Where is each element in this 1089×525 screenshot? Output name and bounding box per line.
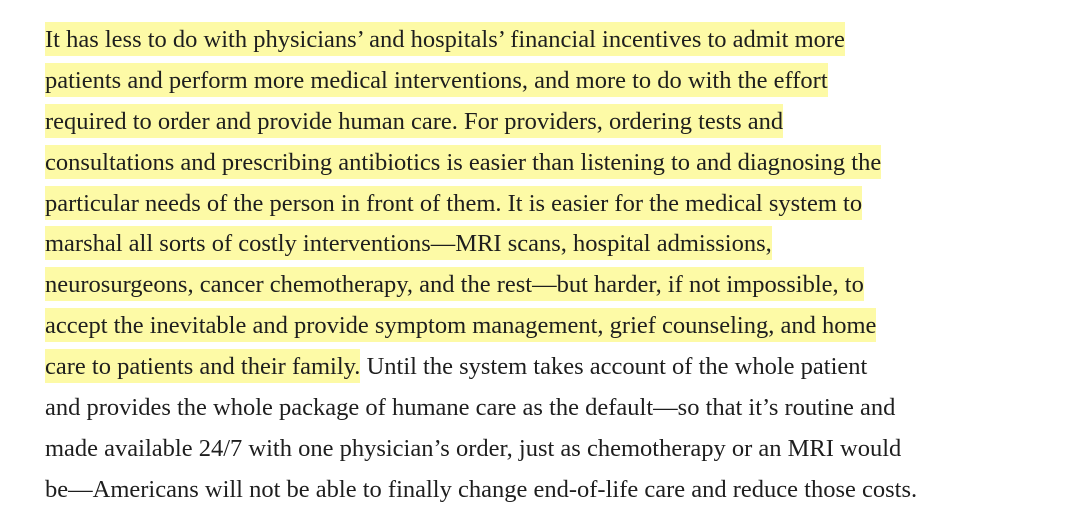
text-line bbox=[45, 224, 1085, 265]
text-line bbox=[45, 347, 1085, 388]
book-passage bbox=[45, 20, 1085, 511]
highlighted-text[interactable]: consultations and prescribing antibiotics is easier than listening to and diagnosing the bbox=[45, 145, 881, 179]
plain-text: be—Americans will not be able to finally change end-of-life care and reduce those costs. bbox=[45, 475, 918, 503]
text-line bbox=[45, 429, 1085, 470]
highlighted-text[interactable]: particular needs of the person in front of them. It is easier for the medical system to bbox=[45, 186, 862, 220]
text-line bbox=[45, 102, 1085, 143]
plain-text: and provides the whole package of humane care as the default—so that it’s routine and bbox=[45, 394, 896, 422]
plain-text: made available 24/7 with one physician’s order, just as chemotherapy or an MRI would bbox=[45, 434, 902, 462]
highlighted-text[interactable]: patients and perform more medical interventions, and more to do with the effort bbox=[45, 63, 828, 97]
text-line bbox=[45, 470, 1085, 511]
text-line bbox=[45, 61, 1085, 102]
text-line bbox=[45, 184, 1085, 225]
highlighted-text[interactable]: neurosurgeons, cancer chemotherapy, and the rest—but harder, if not impossible, to bbox=[45, 267, 864, 301]
text-line bbox=[45, 306, 1085, 347]
text-line bbox=[45, 388, 1085, 429]
highlighted-text[interactable]: It has less to do with physicians’ and hospitals’ financial incentives to admit more bbox=[45, 22, 845, 56]
text-line bbox=[45, 20, 1085, 61]
plain-text: Until the system takes account of the whole patient bbox=[360, 353, 868, 381]
highlighted-text[interactable]: accept the inevitable and provide symptom management, grief counseling, and home bbox=[45, 308, 876, 342]
text-line bbox=[45, 265, 1085, 306]
highlighted-text[interactable]: required to order and provide human care. For providers, ordering tests and bbox=[45, 104, 783, 138]
text-line bbox=[45, 143, 1085, 184]
highlighted-text[interactable]: marshal all sorts of costly interventions—MRI scans, hospital admissions, bbox=[45, 226, 772, 260]
highlighted-text[interactable]: care to patients and their family. bbox=[45, 349, 360, 383]
